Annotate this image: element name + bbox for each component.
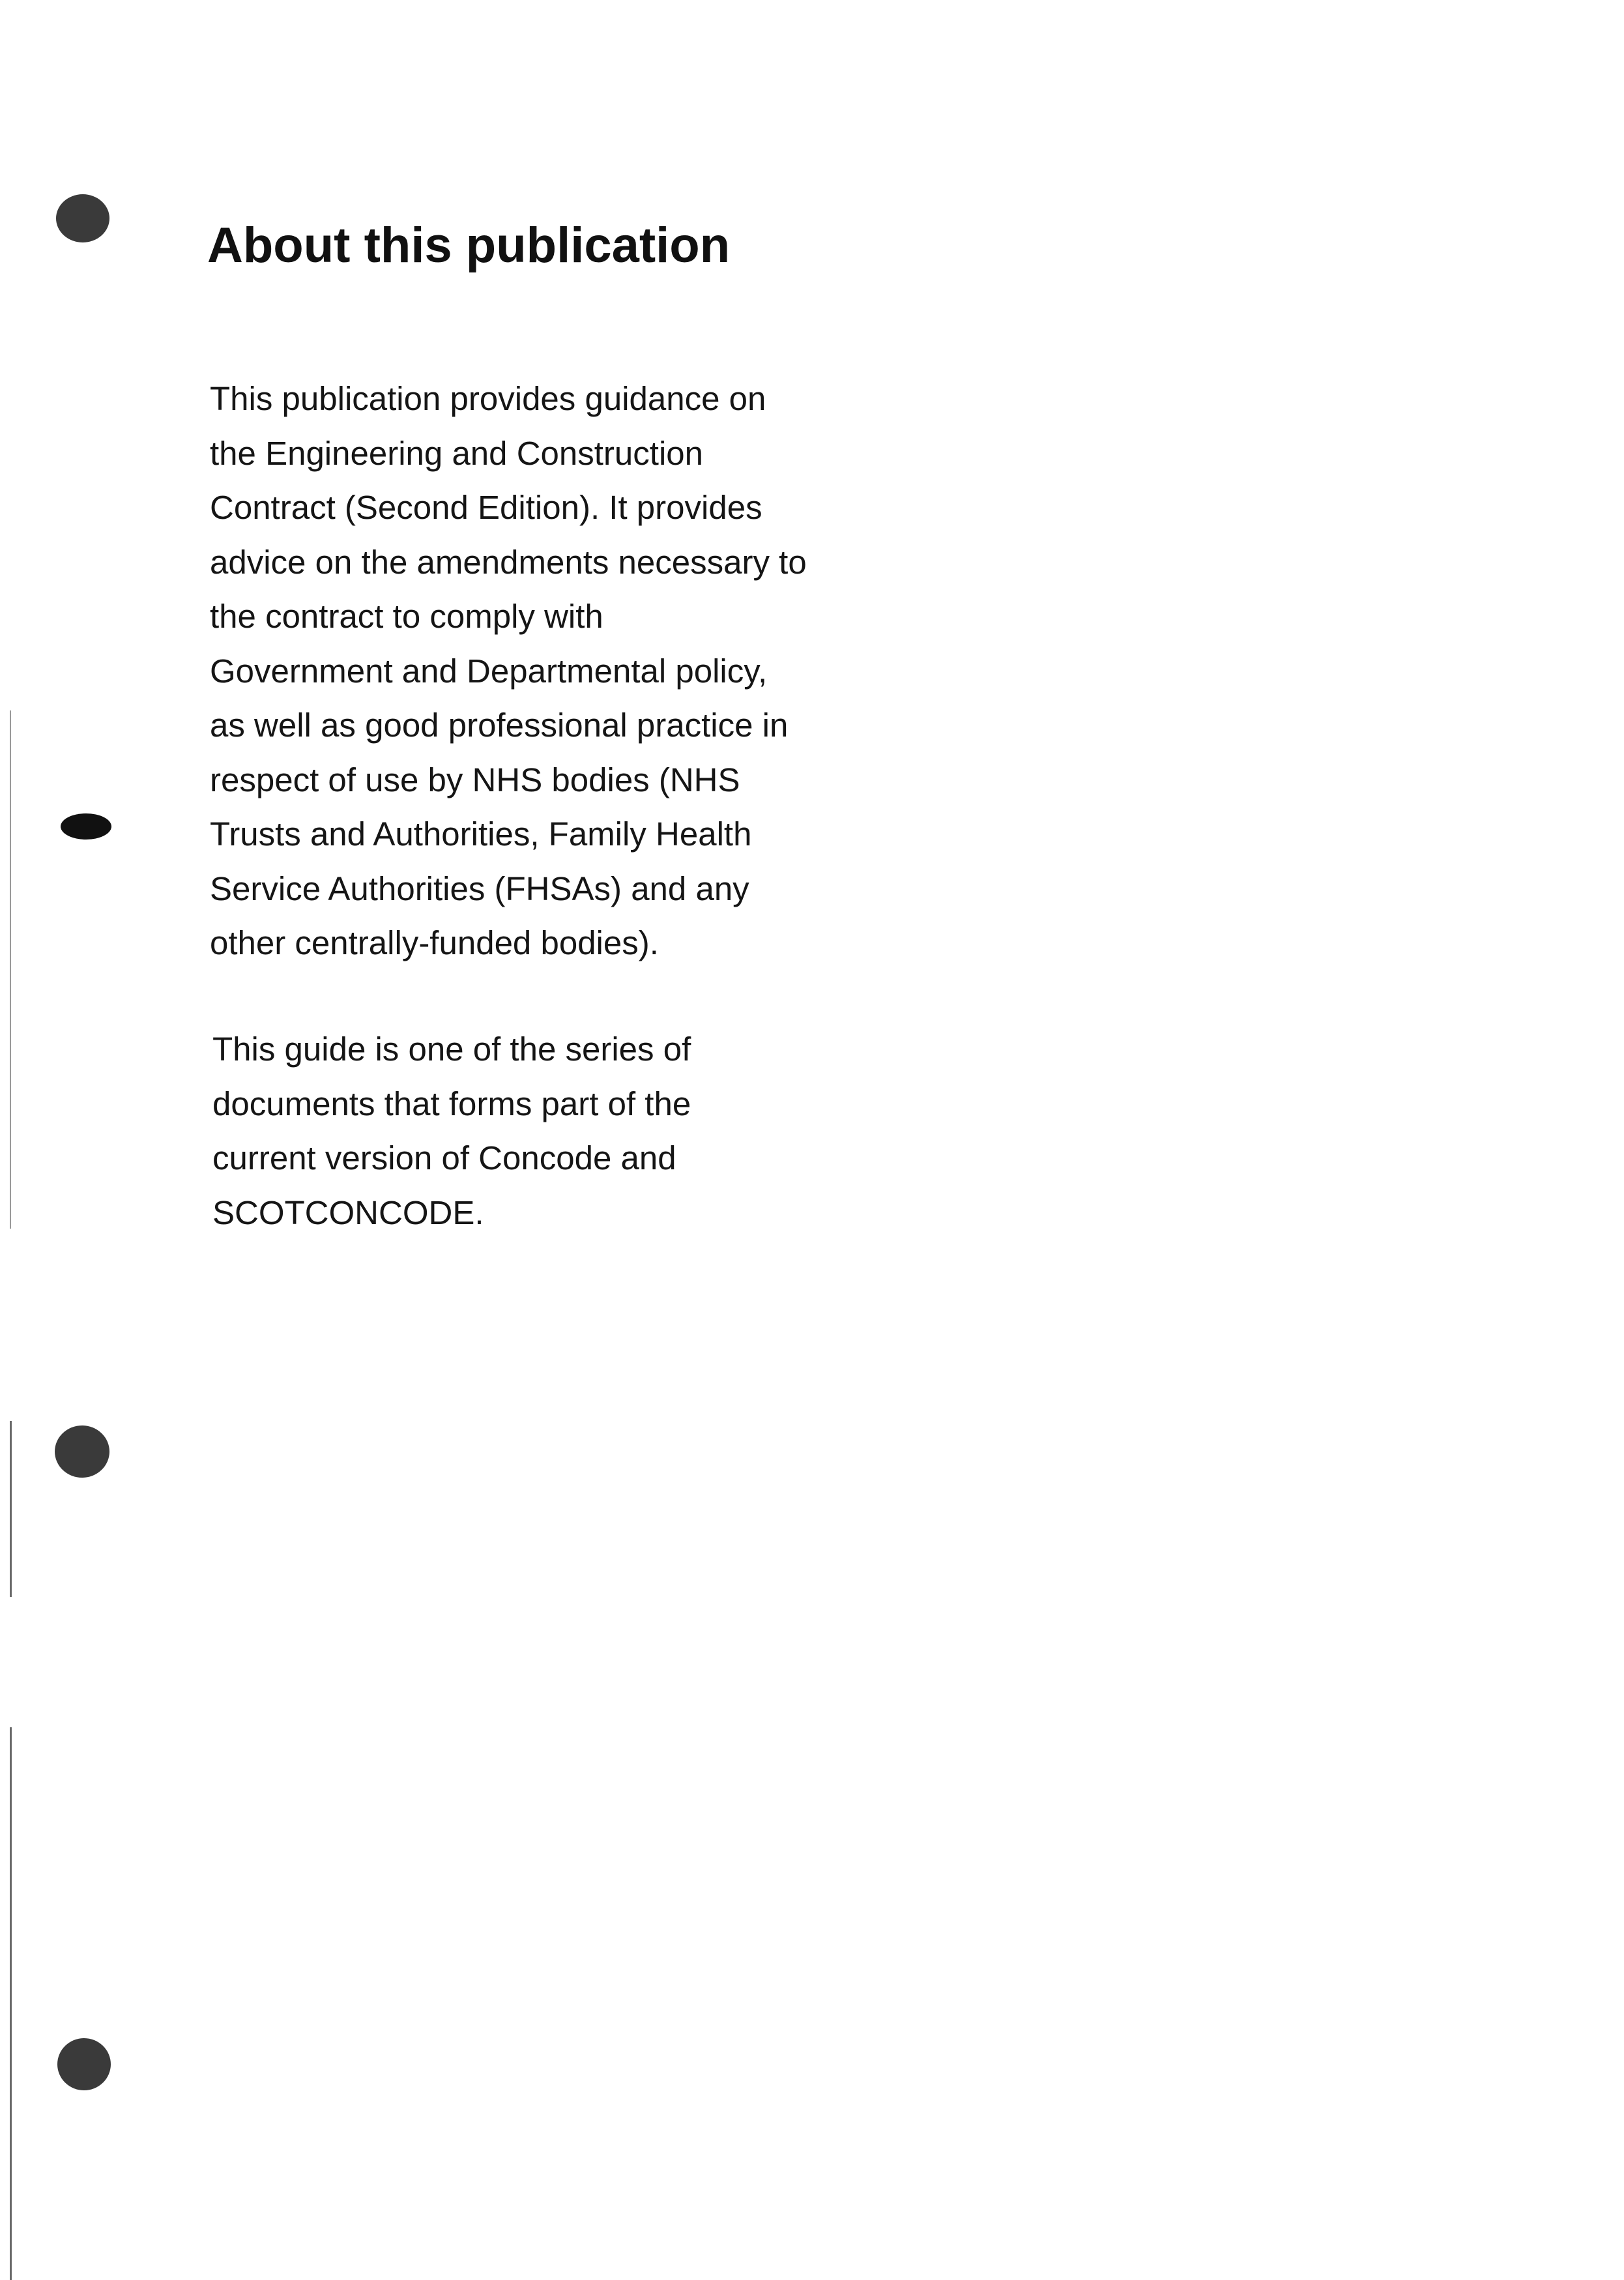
punch-hole-icon bbox=[56, 194, 109, 242]
scan-edge-line bbox=[10, 1727, 12, 2280]
text-line: current version of Concode and bbox=[212, 1139, 676, 1177]
text-line: SCOTCONCODE. bbox=[212, 1193, 484, 1231]
text-line: This publication provides guidance on bbox=[210, 380, 766, 417]
punch-hole-icon bbox=[55, 1425, 109, 1478]
paragraph-series bbox=[212, 1022, 864, 1240]
text-line: advice on the amendments necessary to bbox=[210, 543, 807, 581]
text-line: the Engineering and Construction bbox=[210, 434, 704, 472]
page-title: About this publication bbox=[207, 217, 731, 273]
scan-edge-line bbox=[10, 710, 11, 1229]
text-line: the contract to comply with bbox=[210, 598, 603, 635]
punch-hole-icon bbox=[57, 2038, 111, 2090]
text-line: documents that forms part of the bbox=[212, 1085, 691, 1122]
punch-hole-icon bbox=[61, 813, 111, 840]
paragraph-intro bbox=[210, 372, 862, 971]
text-line: This guide is one of the series of bbox=[212, 1030, 691, 1068]
text-line: Government and Departmental policy, bbox=[210, 652, 768, 690]
text-line: as well as good professional practice in bbox=[210, 707, 789, 744]
text-line: respect of use by NHS bodies (NHS bbox=[210, 761, 740, 798]
text-line: Service Authorities (FHSAs) and any bbox=[210, 870, 749, 907]
text-line: Contract (Second Edition). It provides bbox=[210, 489, 762, 526]
scan-edge-line bbox=[10, 1421, 12, 1597]
text-line: Trusts and Authorities, Family Health bbox=[210, 815, 752, 853]
text-line: other centrally-funded bodies). bbox=[210, 924, 659, 961]
